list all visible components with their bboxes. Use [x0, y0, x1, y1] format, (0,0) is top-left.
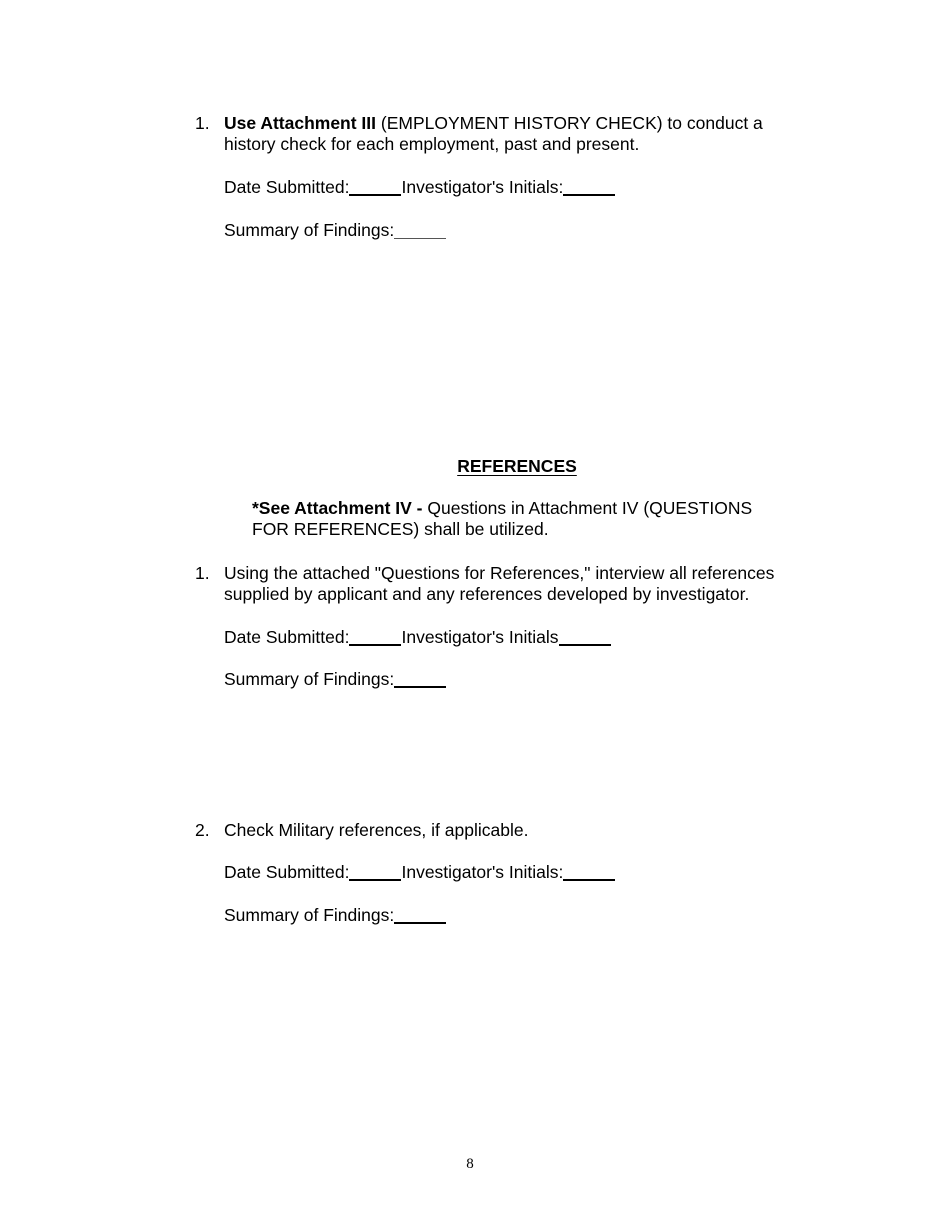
- summary-of-findings-label: Summary of Findings:: [224, 905, 395, 925]
- references-note-line1: Questions in Attachment IV (QUESTIONS: [427, 498, 753, 518]
- employment-item-1-line1: (EMPLOYMENT HISTORY CHECK) to conduct a: [376, 113, 763, 133]
- date-submitted-label: Date Submitted:: [224, 177, 350, 197]
- references-item-2-number: 2.: [195, 820, 210, 840]
- employment-item-1-line2: history check for each employment, past and present.: [224, 134, 640, 154]
- employment-summary-row: [224, 220, 814, 241]
- references-item-1-line2: supplied by applicant and any references developed by investigator.: [224, 584, 750, 604]
- references-item-2-text: Check Military references, if applicable.: [224, 820, 529, 840]
- date-submitted-field[interactable]: [349, 878, 401, 881]
- attachment-iii-lead: Use Attachment III: [224, 113, 377, 133]
- references-item-1-number: 1.: [195, 563, 210, 583]
- references-note-line2: FOR REFERENCES) shall be utilized.: [252, 519, 549, 539]
- summary-of-findings-label: Summary of Findings:: [224, 220, 395, 240]
- references-2-summary-row: [224, 905, 814, 926]
- references-1-date-initials-row: [224, 627, 814, 648]
- date-submitted-field[interactable]: [349, 193, 401, 196]
- summary-of-findings-label: Summary of Findings:: [224, 669, 395, 689]
- see-attachment-iv-lead: *See Attachment IV -: [252, 498, 428, 518]
- references-2-date-initials-row: [224, 862, 814, 883]
- employment-date-initials-row: [224, 177, 814, 198]
- summary-of-findings-field[interactable]: [394, 921, 446, 924]
- references-item-1-text: [224, 563, 814, 605]
- investigator-initials-field[interactable]: [563, 878, 615, 881]
- investigator-initials-label: Investigator's Initials:: [401, 862, 564, 882]
- employment-item-1-text: [224, 113, 814, 155]
- references-1-summary-row: [224, 669, 814, 690]
- references-note: [252, 498, 812, 540]
- references-heading: REFERENCES: [457, 456, 577, 476]
- date-submitted-label: Date Submitted:: [224, 862, 350, 882]
- employment-item-1-number: 1.: [195, 113, 210, 133]
- summary-of-findings-field[interactable]: [394, 685, 446, 688]
- investigator-initials-label: Investigator's Initials: [401, 627, 559, 647]
- references-item-1-line1: Using the attached "Questions for References," interview all references: [224, 563, 775, 583]
- date-submitted-label: Date Submitted:: [224, 627, 350, 647]
- date-submitted-field[interactable]: [349, 643, 401, 646]
- investigator-initials-field[interactable]: [563, 193, 615, 196]
- summary-of-findings-field[interactable]: [394, 237, 446, 239]
- page-number: 8: [466, 1156, 474, 1172]
- investigator-initials-label: Investigator's Initials:: [401, 177, 564, 197]
- investigator-initials-field[interactable]: [559, 643, 611, 646]
